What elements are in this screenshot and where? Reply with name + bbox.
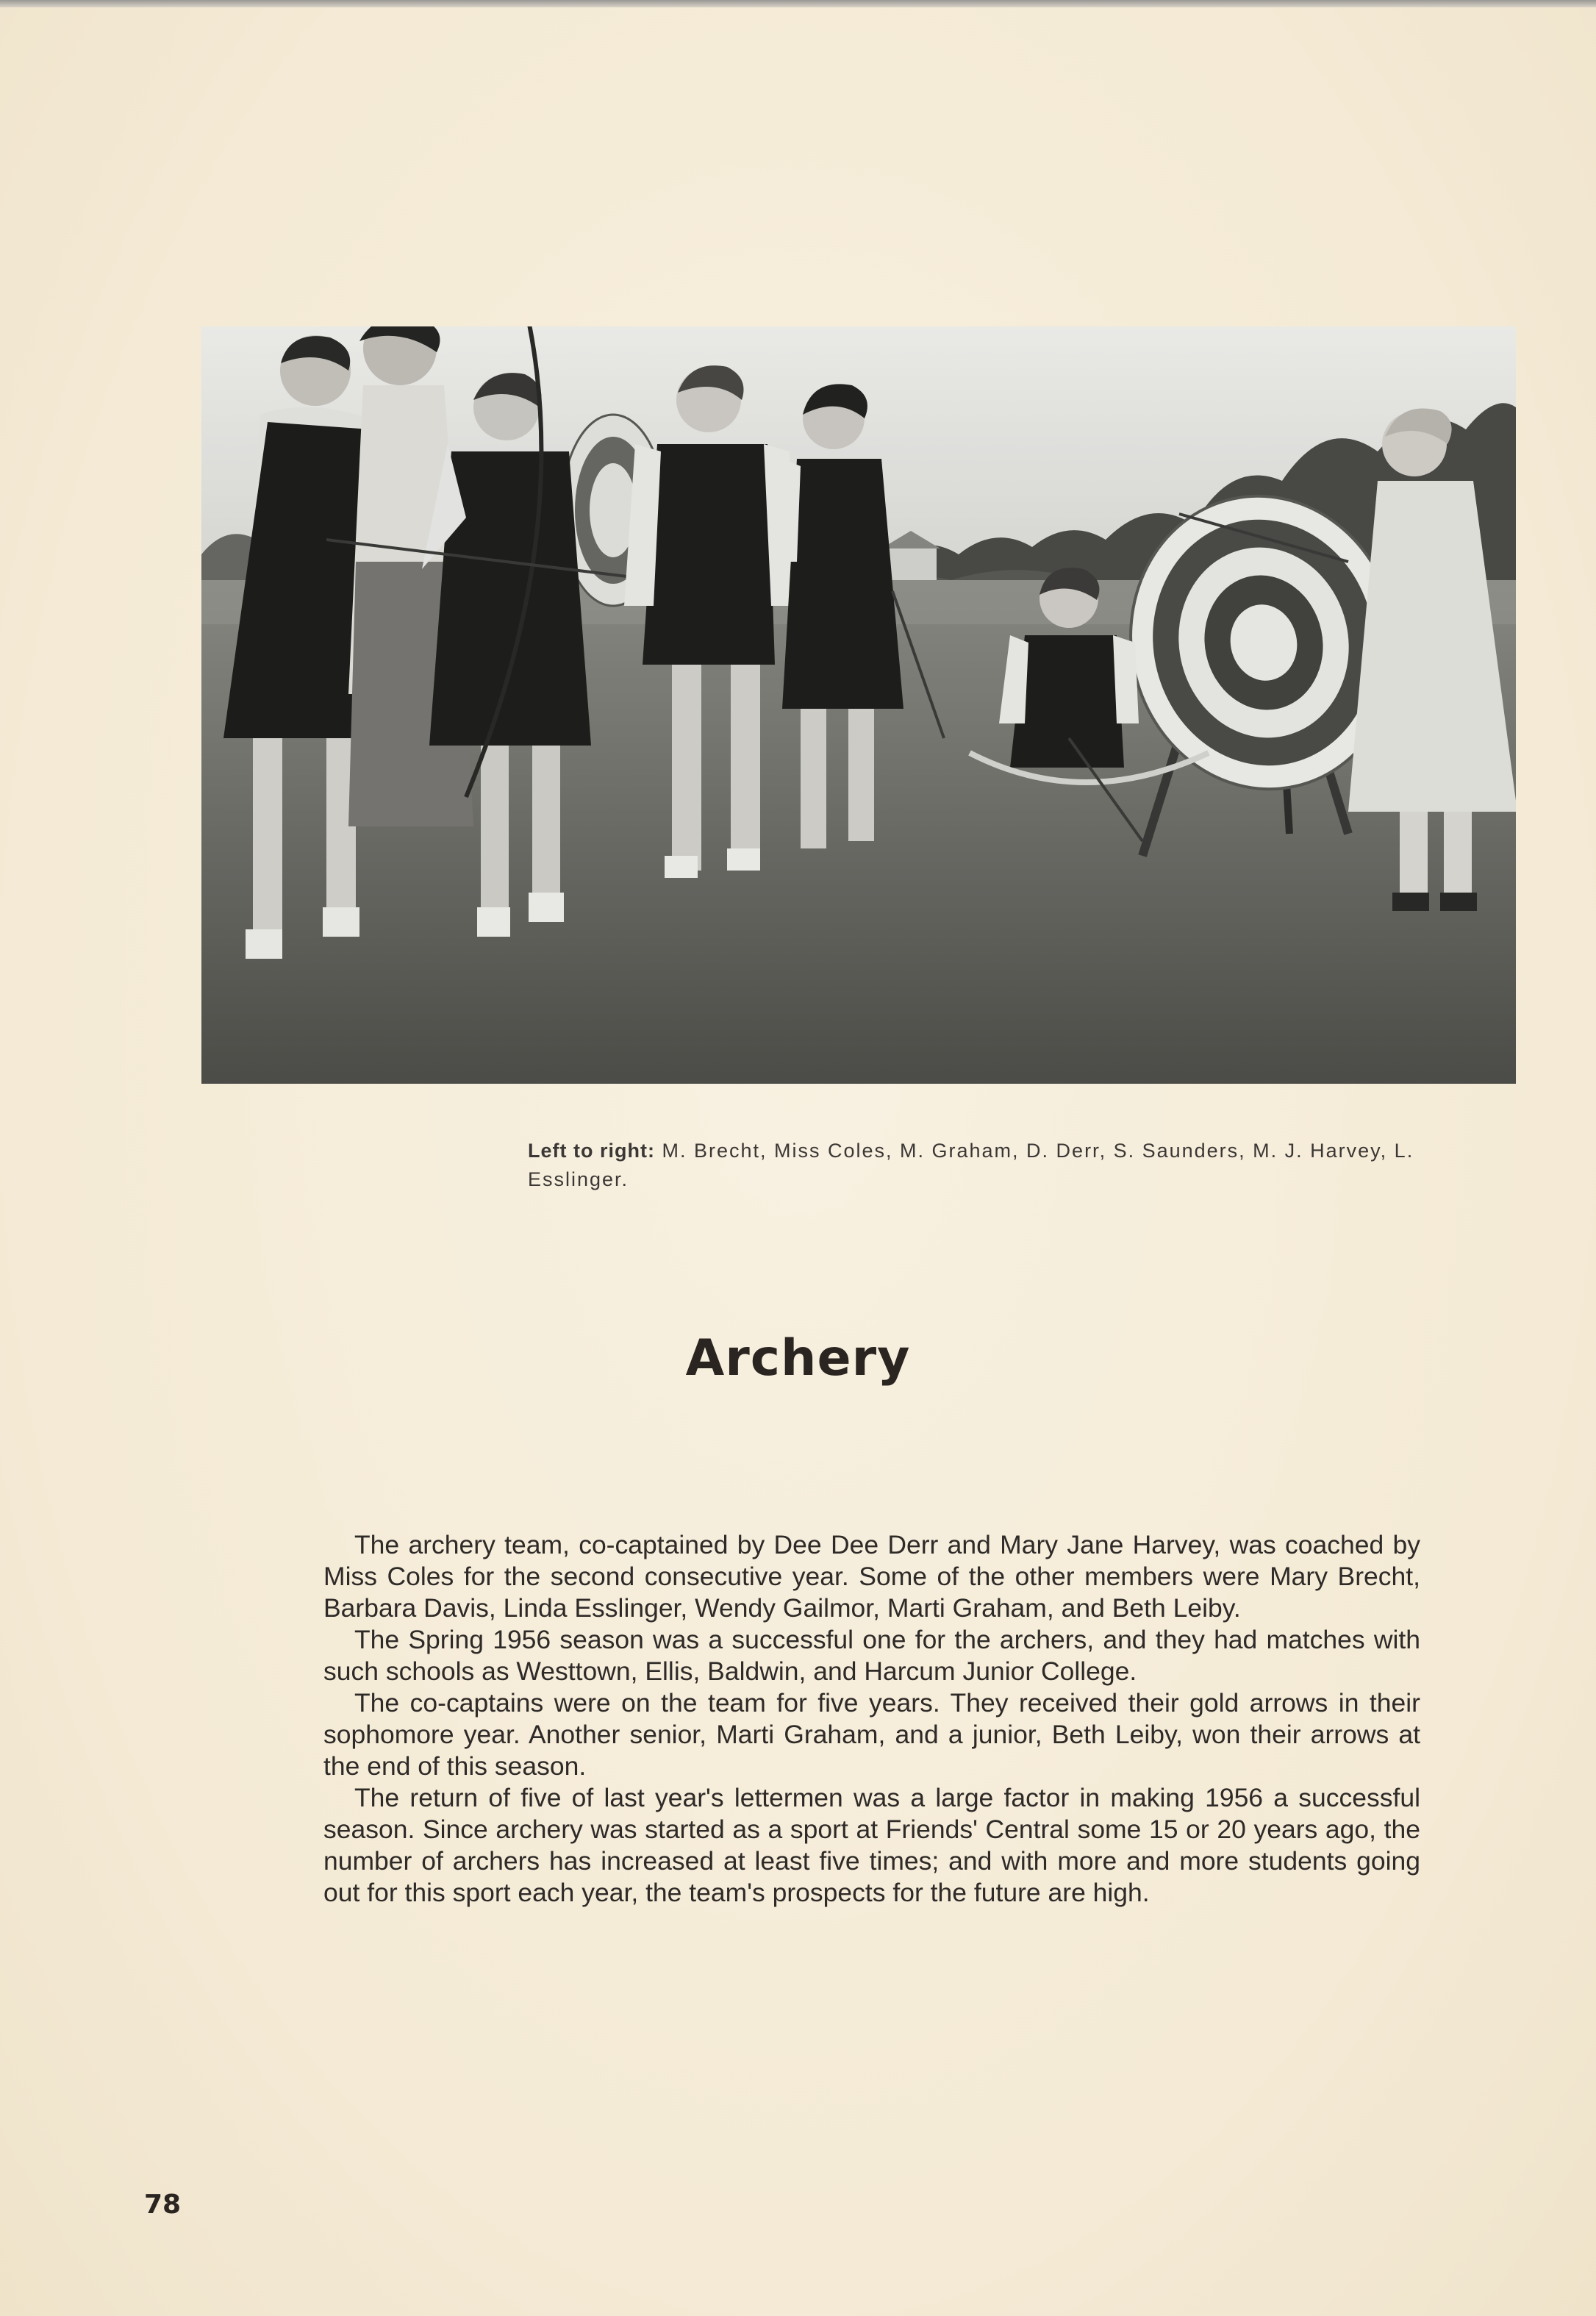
paragraph-1: The archery team, co-captained by Dee Dee Derr and Mary Jane Harvey, was coached by Miss Coles for the second consecutive year. Some of the other members were Mary Brecht, Barbara Davis, Linda Esslinger, Wendy Gailmor, Marti Graham, and Beth Leiby. <box>323 1530 1420 1623</box>
paragraph-4: The return of five of last year's lettermen was a large factor in making 1956 a successful season. Since archery was started as a sport at Friends' Central some 15 or 20 years ago, the number of archers has increased at least five times; and with more and more students going out for this sport each year, the team's prospects for the future are high. <box>323 1783 1420 1907</box>
paragraph-2: The Spring 1956 season was a successful one for the archers, and they had matches with such schools as Westtown, Ellis, Baldwin, and Harcum Junior College. <box>323 1625 1420 1686</box>
top-edge-rule <box>0 0 1596 7</box>
article-body <box>323 1529 1420 1909</box>
archery-team-photo <box>201 326 1516 1084</box>
page-number: 78 <box>144 2190 182 2220</box>
photo-caption <box>528 1137 1484 1194</box>
caption-names: M. Brecht, Miss Coles, M. Graham, D. Derr, S. Saunders, M. J. Harvey, L. Esslinger. <box>528 1140 1414 1190</box>
page-title: Archery <box>685 1329 911 1387</box>
caption-lead: Left to right: <box>528 1140 655 1162</box>
paragraph-3: The co-captains were on the team for five years. They received their gold arrows in their sophomore year. Another senior, Marti Graham, and a junior, Beth Leiby, won their arrows at the end of this season. <box>323 1688 1420 1781</box>
